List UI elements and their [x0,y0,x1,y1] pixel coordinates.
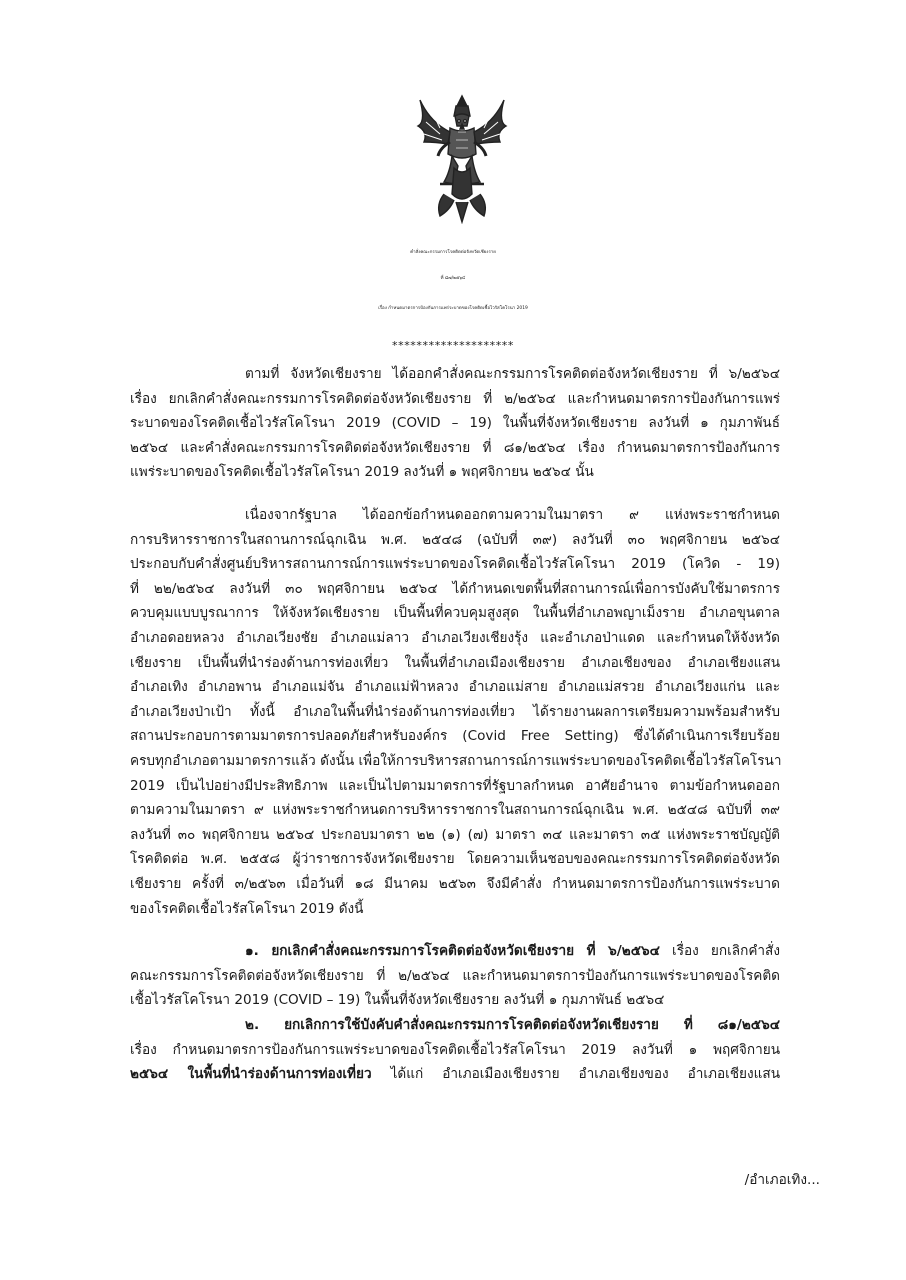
text-line: แพร่ระบาดของโรคติดเชื้อไวรัสโคโรนา 2019 ลงวันที่ ๑ พฤศจิกายน ๒๕๖๔ นั้น [130,464,594,481]
order-title: คำสั่งคณะกรรมการโรคติดต่อจังหวัดเชียงราย [410,250,496,255]
item-2-pilot-area: ๒๕๖๔ ในพื้นที่นำร่องด้านการท่องเที่ยว [130,1066,372,1083]
text-line: อำเภอเทิง อำเภอพาน อำเภอแม่จัน อำเภอแม่ฟ้าหลวง อำเภอแม่สาย อำเภอแม่สรวย อำเภอเวียงแก่น และ [130,679,780,696]
separator-stars: ******************** [392,339,514,352]
text-line: คณะกรรมการโรคติดต่อจังหวัดเชียงราย ที่ ๒/๒๕๖๔ และกำหนดมาตรการป้องกันการแพร่ระบาดของโรคติด [130,967,780,984]
text-line: ควบคุมแบบบูรณาการ ให้จังหวัดเชียงราย เป็นพื้นที่ควบคุมสูงสุด ในพื้นที่อำเภอพญาเม็งราย อำเภอขุนตาล [130,605,780,622]
text-line: สถานประกอบการตามมาตรการปลอดภัยสำหรับองค์กร (Covid Free Setting) ซึ่งได้ดำเนินการเรียบร้อย [130,728,780,745]
text-line: เรื่อง ยกเลิกคำสั่งคณะกรรมการโรคติดต่อจังหวัดเชียงราย ที่ ๒/๒๕๖๔ และกำหนดมาตรการป้องกันการแพร่ [130,390,780,407]
item-2-heading: ๒. ยกเลิกการใช้บังคับคำสั่งคณะกรรมการโรคติดต่อจังหวัดเชียงราย ที่ ๘๑/๒๕๖๔ [245,1017,780,1033]
text-line: ตามที่ จังหวัดเชียงราย ได้ออกคำสั่งคณะกรรมการโรคติดต่อจังหวัดเชียงราย ที่ ๖/๒๕๖๔ [245,366,780,382]
text-line: อำเภอเวียงป่าเป้า ทั้งนี้ อำเภอในพื้นที่นำร่องด้านการท่องเที่ยว ได้รายงานผลการเตรียมความพร้อมสำหรับ [130,703,780,720]
paragraph-preamble [130,362,780,485]
text-line: โรคติดต่อ พ.ศ. ๒๕๕๘ ผู้ว่าราชการจังหวัดเชียงราย โดยความเห็นชอบของคณะกรรมการโรคติดต่อจังหวัด [130,851,780,868]
paragraph-reasoning [130,503,780,921]
text-line: เชียงราย เป็นพื้นที่นำร่องด้านการท่องเที่ยว ในพื้นที่อำเภอเมืองเชียงราย อำเภอเชียงของ อำเภอเชียงแสน [130,654,780,671]
item-2-districts: ได้แก่ อำเภอเมืองเชียงราย อำเภอเชียงของ อำเภอเชียงแสน [371,1066,780,1083]
order-number: ที่ ๘๗/๒๕๖๔ [440,276,466,281]
text-line: เนื่องจากรัฐบาล ได้ออกข้อกำหนดออกตามความในมาตรา ๙ แห่งพระราชกำหนด [245,507,780,523]
text-line: ๒๕๖๔ และคำสั่งคณะกรรมการโรคติดต่อจังหวัดเชียงราย ที่ ๘๑/๒๕๖๔ เรื่อง กำหนดมาตรการป้องกันการ [130,439,780,456]
text-line: 2019 เป็นไปอย่างมีประสิทธิภาพ และเป็นไปตามมาตรการที่รัฐบาลกำหนด อาศัยอำนาจ ตามข้อกำหนดออก [130,777,780,794]
text-line: ประกอบกับคำสั่งศูนย์บริหารสถานการณ์การแพร่ระบาดของโรคติดเชื้อไวรัสโคโรนา 2019 (โควิด - 19) [130,556,780,573]
item-1-heading-rest: เรื่อง ยกเลิกคำสั่ง [659,943,780,959]
item-1-first-line [130,939,780,964]
text-line: เชื้อไวรัสโคโรนา 2019 (COVID – 19) ในพื้นที่จังหวัดเชียงราย ลงวันที่ ๑ กุมภาพันธ์ ๒๕๖๔ [130,992,665,1009]
text-line: ลงวันที่ ๓๐ พฤศจิกายน ๒๕๖๔ ประกอบมาตรา ๒๒ (๑) (๗) มาตรา ๓๔ และมาตรา ๓๕ แห่งพระราชบัญญัติ [130,826,780,843]
garuda-emblem-icon [410,92,514,224]
text-line: การบริหารราชการในสถานการณ์ฉุกเฉิน พ.ศ. ๒๕๔๘ (ฉบับที่ ๓๙) ลงวันที่ ๓๐ พฤศจิกายน ๒๕๖๔ [130,531,780,548]
order-subject: เรื่อง กำหนดมาตรการป้องกันการแพร่ระบาดของโรคติดเชื้อไวรัสโคโรนา 2019 [378,306,528,311]
text-line: ระบาดของโรคติดเชื้อไวรัสโคโรนา 2019 (COVID – 19) ในพื้นที่จังหวัดเชียงราย ลงวันที่ ๑ กุมภาพันธ์ [130,415,780,432]
text-line: ตามความในมาตรา ๙ แห่งพระราชกำหนดการบริหารราชการในสถานการณ์ฉุกเฉิน พ.ศ. ๒๕๔๘ ฉบับที่ ๓๙ [130,802,780,819]
text-line: อำเภอดอยหลวง อำเภอเวียงชัย อำเภอแม่ลาว อำเภอเวียงเชียงรุ้ง และอำเภอป่าแดด และกำหนดให้จังหวัด [130,629,780,646]
text-line: ครบทุกอำเภอตามมาตรการแล้ว ดังนั้น เพื่อให้การบริหารสถานการณ์การแพร่ระบาดของโรคติดเชื้อไวรัสโคโรนา [130,752,782,769]
item-2 [130,1013,780,1087]
item-1 [130,939,780,1013]
text-line: เรื่อง กำหนดมาตรการป้องกันการแพร่ระบาดของโรคติดเชื้อไวรัสโคโรนา 2019 ลงวันที่ ๑ พฤศจิกายน [130,1041,780,1058]
text-line: ที่ ๒๒/๒๕๖๔ ลงวันที่ ๓๐ พฤศจิกายน ๒๕๖๔ ได้กำหนดเขตพื้นที่สถานการณ์เพื่อการบังคับใช้มาตรการ [130,580,780,597]
text-line: เชียงราย ครั้งที่ ๓/๒๕๖๓ เมื่อวันที่ ๑๘ มีนาคม ๒๕๖๓ จึงมีคำสั่ง กำหนดมาตรการป้องกันการแพร่ระบาด [130,875,780,892]
item-2-third-line [130,1062,780,1087]
item-1-heading: ๑. ยกเลิกคำสั่งคณะกรรมการโรคติดต่อจังหวัดเชียงราย ที่ ๖/๒๕๖๔ [245,943,660,959]
continuation-note: /อำเภอเทิง... [744,1172,820,1188]
text-line: ของโรคติดเชื้อไวรัสโคโรนา 2019 ดังนี้ [130,900,364,917]
